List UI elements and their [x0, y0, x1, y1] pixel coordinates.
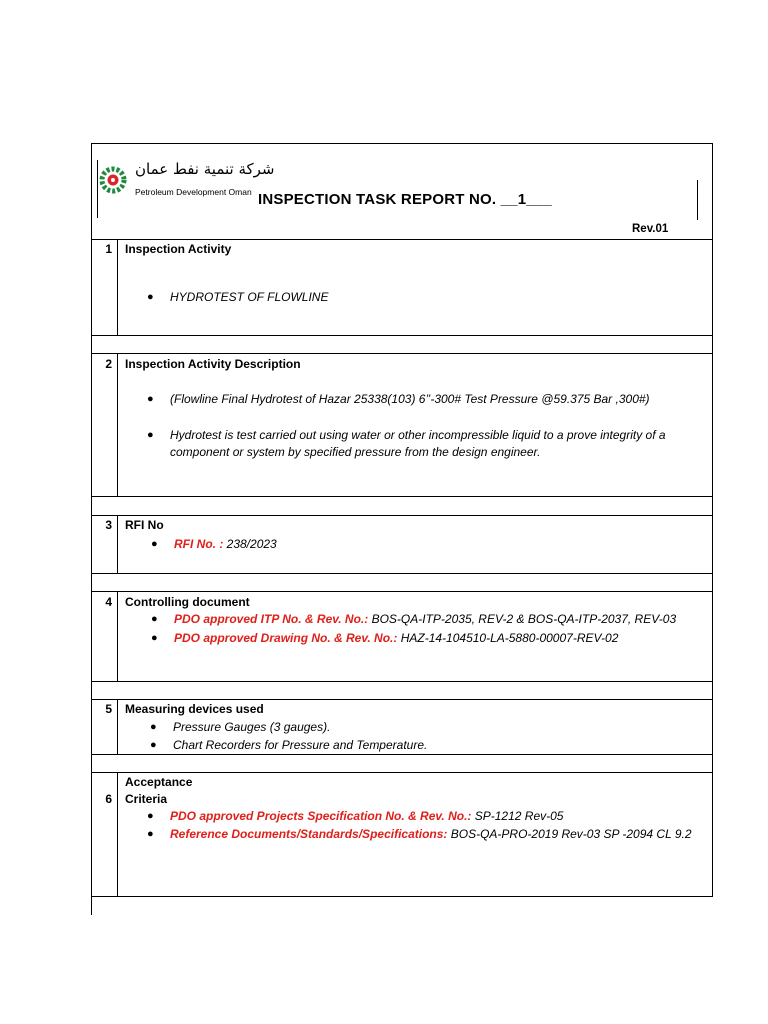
- row-divider: [91, 896, 713, 897]
- list-item-continuation: [170, 444, 540, 461]
- list-item-text: Pressure Gauges (3 gauges).: [173, 720, 331, 734]
- rfi-label: RFI No. :: [174, 537, 224, 551]
- section-heading: Controlling document: [125, 595, 250, 609]
- bullet-icon: ●: [147, 810, 154, 822]
- revision-label: Rev.01: [632, 223, 669, 235]
- bullet-icon: ●: [147, 828, 154, 840]
- bullet-icon: ●: [147, 393, 154, 405]
- list-item: [147, 808, 564, 825]
- list-item-text: Hydrotest is test carried out using water or other incompressible liquid to a prove integrity of a: [170, 428, 666, 442]
- bullet-icon: ●: [151, 538, 158, 550]
- number-column-divider: [117, 515, 118, 573]
- bullet-icon: ●: [151, 632, 158, 644]
- table-top-border: [91, 143, 713, 144]
- row-divider: [91, 681, 713, 682]
- header-right-tick: [697, 180, 698, 220]
- logo-company-name: Petroleum Development Oman: [135, 187, 252, 197]
- section-number: 5: [105, 702, 112, 716]
- logo-arabic-text: شركة تنمية نفط عمان: [135, 160, 275, 178]
- section-number: 3: [105, 518, 112, 532]
- list-item: [150, 737, 428, 754]
- section-heading: Inspection Activity Description: [125, 357, 301, 371]
- row-divider: [91, 515, 713, 516]
- section-heading: Criteria: [125, 792, 168, 806]
- section-heading: RFI No: [125, 518, 164, 532]
- list-item: [147, 391, 650, 408]
- section-heading: Acceptance: [125, 775, 193, 789]
- bullet-icon: ●: [147, 429, 154, 441]
- section-number: 2: [105, 357, 112, 371]
- bullet-icon: ●: [150, 739, 157, 751]
- row-divider: [91, 772, 713, 773]
- number-column-divider: [117, 772, 118, 896]
- reference-label: Reference Documents/Standards/Specifications:: [170, 827, 448, 841]
- spec-label: PDO approved Projects Specification No. & Rev. No.:: [170, 809, 472, 823]
- row-divider: [91, 353, 713, 354]
- itp-label: PDO approved ITP No. & Rev. No.:: [174, 612, 369, 626]
- reference-value: BOS-QA-PRO-2019 Rev-03 SP -2094 CL 9.2: [447, 827, 692, 841]
- section-heading: Measuring devices used: [125, 702, 264, 716]
- list-item: [150, 719, 331, 736]
- row-divider: [91, 754, 713, 755]
- list-item: [151, 536, 277, 553]
- bullet-icon: ●: [150, 721, 157, 733]
- pdo-logo: [97, 158, 275, 202]
- number-column-divider: [117, 353, 118, 496]
- row-divider: [91, 239, 713, 240]
- bullet-icon: ●: [147, 291, 154, 303]
- table-right-border: [712, 143, 713, 896]
- number-column-divider: [117, 591, 118, 681]
- section-number: 4: [105, 595, 112, 609]
- section-number: 1: [105, 242, 112, 256]
- list-item-text: component or system by specified pressure from the design engineer.: [170, 445, 541, 459]
- drawing-value: HAZ-14-104510-LA-5880-00007-REV-02: [397, 631, 619, 645]
- section-number: 6: [105, 792, 112, 806]
- list-item: [151, 630, 619, 647]
- drawing-label: PDO approved Drawing No. & Rev. No.:: [174, 631, 398, 645]
- list-item: [151, 611, 677, 628]
- row-divider: [91, 573, 713, 574]
- list-item-text: Chart Recorders for Pressure and Temperature.: [173, 738, 428, 752]
- itp-value: BOS-QA-ITP-2035, REV-2 & BOS-QA-ITP-2037, REV-03: [368, 612, 677, 626]
- row-divider: [91, 699, 713, 700]
- list-item: [147, 289, 329, 306]
- table-left-border: [91, 143, 92, 915]
- list-item: [147, 826, 692, 843]
- bullet-icon: ●: [151, 613, 158, 625]
- list-item-text: (Flowline Final Hydrotest of Hazar 25338(103) 6’’-300# Test Pressure @59.375 Bar ,300#): [170, 392, 650, 406]
- row-divider: [91, 335, 713, 336]
- section-heading: Inspection Activity: [125, 242, 232, 256]
- list-item-text: HYDROTEST OF FLOWLINE: [170, 290, 329, 304]
- spec-value: SP-1212 Rev-05: [471, 809, 564, 823]
- rfi-value: 238/2023: [223, 537, 277, 551]
- number-column-divider: [117, 239, 118, 335]
- row-divider: [91, 591, 713, 592]
- row-divider: [91, 496, 713, 497]
- report-title: INSPECTION TASK REPORT NO. __1___: [258, 191, 552, 208]
- number-column-divider: [117, 699, 118, 754]
- list-item: [147, 427, 666, 444]
